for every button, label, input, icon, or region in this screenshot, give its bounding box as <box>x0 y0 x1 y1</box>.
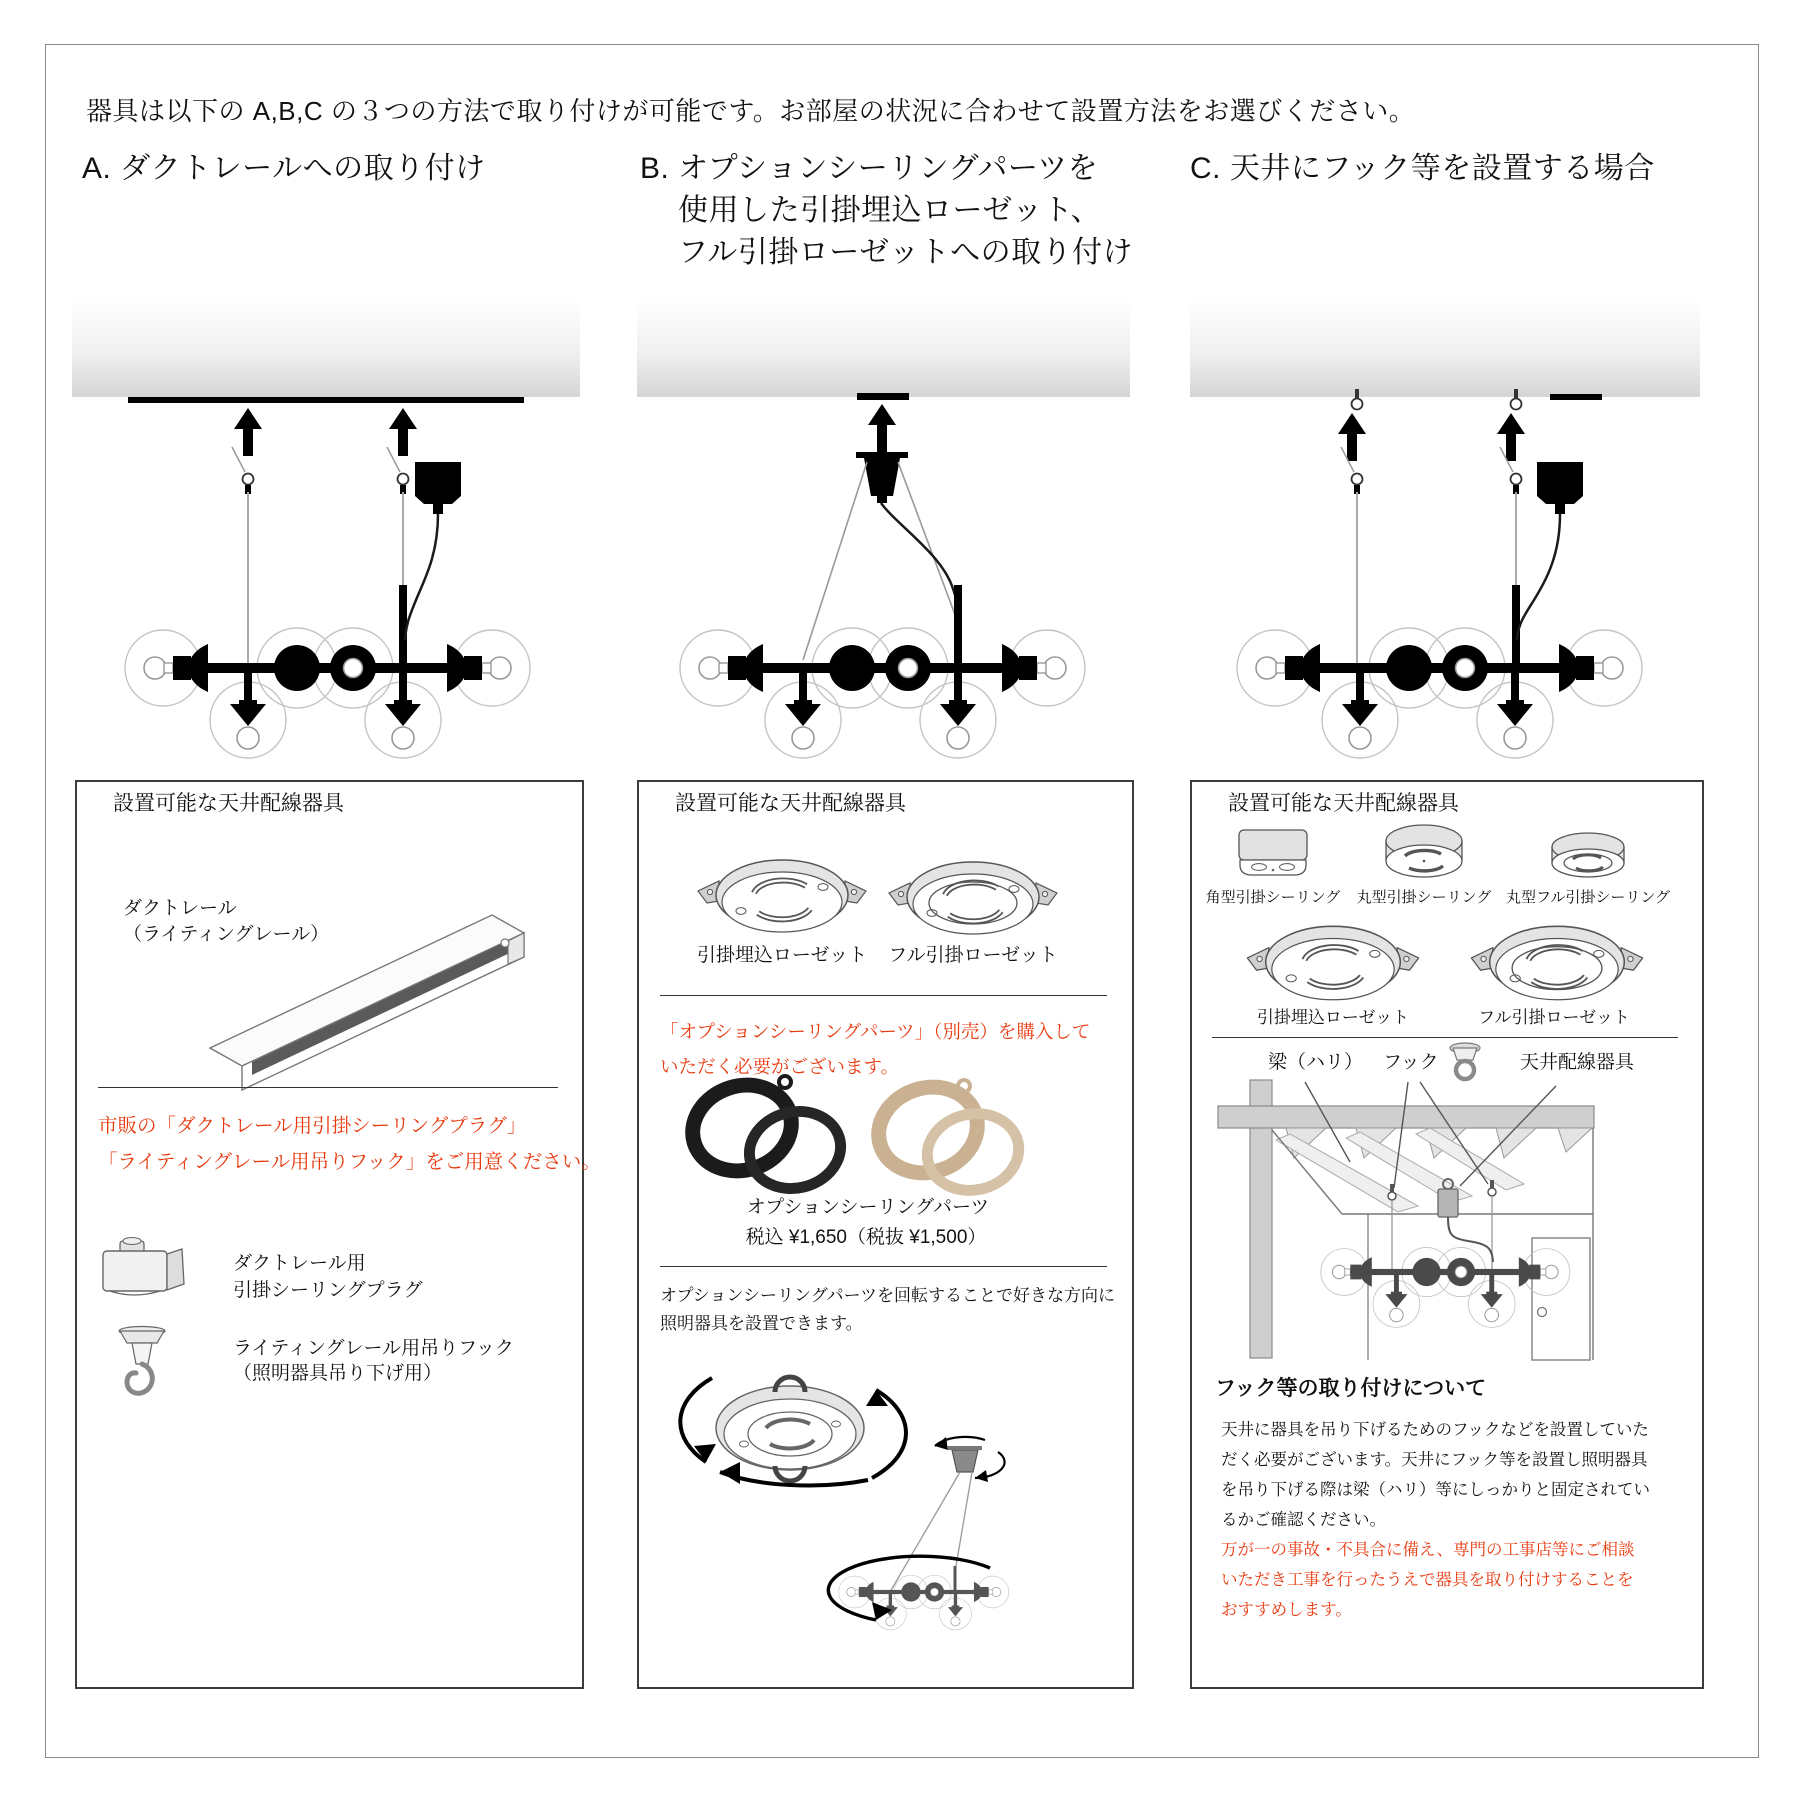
rosette2-label-c: フル引掛ローゼット <box>1478 1008 1630 1027</box>
legend-hook-label: フック <box>1383 1052 1439 1073</box>
hook-item-label-line2: （照明器具吊り下げ用） <box>233 1363 443 1384</box>
legend-beam-label: 梁（ハリ） <box>1268 1052 1364 1073</box>
column-b-heading-line2: 使用した引掛埋込ローゼット、 <box>678 194 1102 227</box>
rail-label-line1: ダクトレール <box>123 898 237 919</box>
column-b-heading-line1: B. オプションシーリングパーツを <box>640 152 1099 185</box>
divider-a <box>98 1087 558 1088</box>
box-b-red-note-line1: 「オプションシーリングパーツ」（別売）を購入して <box>660 1021 1091 1042</box>
hook-item-label-line1: ライティングレール用吊りフック <box>233 1338 514 1359</box>
rosette1-label-c: 引掛埋込ローゼット <box>1256 1008 1410 1027</box>
divider-c <box>1212 1037 1678 1038</box>
hook-warning-line2: いただき工事を行ったうえで器具を取り付けすることを <box>1221 1571 1634 1589</box>
hook-install-heading: フック等の取り付けについて <box>1215 1377 1487 1400</box>
hook-body-line1: 天井に器具を吊り下げるためのフックなどを設置していた <box>1221 1421 1649 1439</box>
intro-sentence: 器具は以下の A,B,C の３つの方法で取り付けが可能です。お部屋の状況に合わせて設置方法をお選びください。 <box>86 96 1416 126</box>
box-a-red-note-line1: 市販の「ダクトレール用引掛シーリングプラグ」 <box>98 1115 527 1137</box>
rosette1-label-b: 引掛埋込ローゼット <box>696 945 868 966</box>
legend-fixture-label: 天井配線器具 <box>1520 1052 1635 1073</box>
fixture2-label: 丸型引掛シーリング <box>1356 889 1492 906</box>
hook-warning-line1: 万が一の事故・不具合に備え、専門の工事店等にご相談 <box>1221 1541 1635 1559</box>
divider-b2 <box>660 1266 1107 1267</box>
parts-caption: オプションシーリングパーツ <box>746 1197 990 1218</box>
column-b-heading-line3: フル引掛ローゼットへの取り付け <box>678 236 1134 269</box>
divider-b1 <box>660 995 1107 996</box>
column-a-heading: A. ダクトレールへの取り付け <box>82 152 486 185</box>
hook-body-line4: るかご確認ください。 <box>1221 1511 1386 1529</box>
hook-warning-line3: おすすめします。 <box>1221 1601 1352 1619</box>
plug-item-label-line1: ダクトレール用 <box>233 1253 366 1274</box>
box-c-header: 設置可能な天井配線器具 <box>1228 792 1459 815</box>
plug-item-label-line2: 引掛シーリングプラグ <box>233 1280 423 1301</box>
rotate-note-line1: オプションシーリングパーツを回転することで好きな方向に <box>660 1286 1116 1305</box>
hook-body-line2: だく必要がございます。天井にフック等を設置し照明器具 <box>1221 1451 1648 1469</box>
rail-label-line2: （ライティングレール） <box>123 924 330 945</box>
box-a-header: 設置可能な天井配線器具 <box>113 792 344 815</box>
hook-body-line3: を吊り下げる際は梁（ハリ）等にしっかりと固定されてい <box>1221 1481 1650 1499</box>
column-c-heading: C. 天井にフック等を設置する場合 <box>1190 152 1655 185</box>
rosette2-label-b: フル引掛ローゼット <box>888 945 1058 966</box>
rotate-note-line2: 照明器具を設置できます。 <box>660 1314 863 1333</box>
box-b-header: 設置可能な天井配線器具 <box>675 792 906 815</box>
box-a-red-note-line2: 「ライティングレール用吊りフック」をご用意ください。 <box>98 1151 601 1173</box>
box-b-red-note-line2: いただく必要がございます。 <box>660 1056 900 1077</box>
fixture3-label: 丸型フル引掛シーリング <box>1505 889 1671 906</box>
fixture1-label: 角型引掛シーリング <box>1205 889 1341 906</box>
parts-price: 税込 ¥1,650（税抜 ¥1,500） <box>745 1227 987 1248</box>
